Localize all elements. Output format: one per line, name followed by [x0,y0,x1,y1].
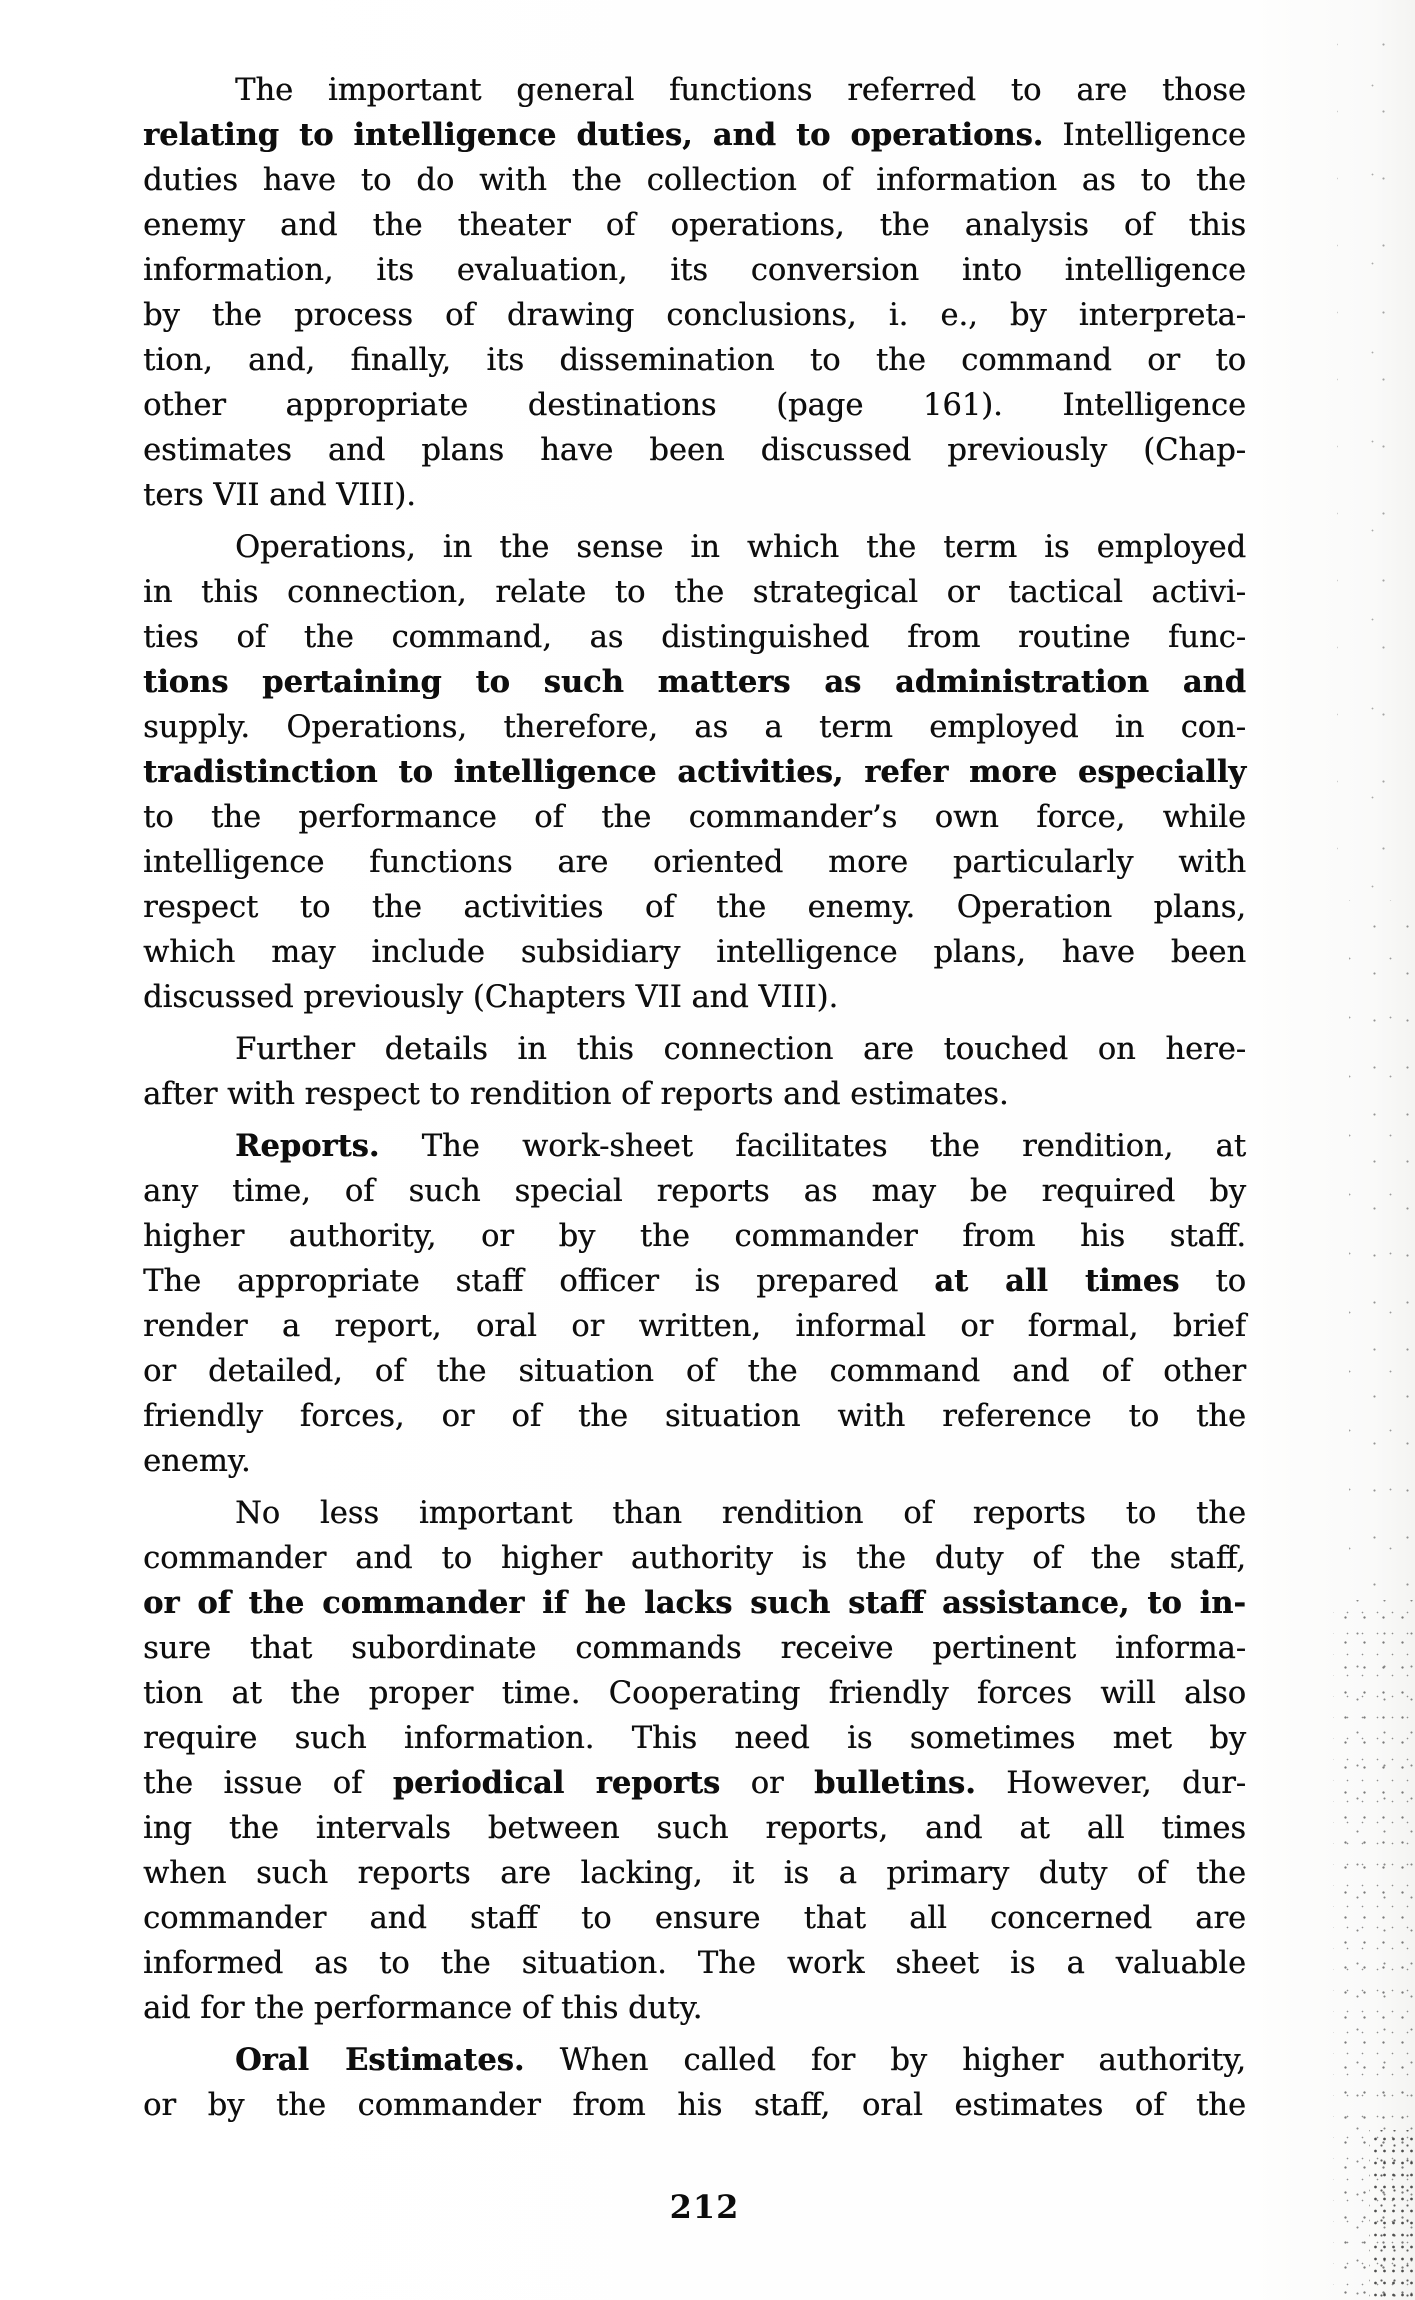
text-line [143,2083,1246,2128]
text-line [143,248,1246,293]
scan-noise-middle [1349,900,1415,1600]
text-line [143,1304,1246,1349]
text-line [143,660,1246,705]
text-segment: discussed previously (Chapters VII and VIII). [143,980,839,1015]
text-segment: However, dur- [975,1766,1246,1801]
text-line [143,795,1246,840]
text-line [143,338,1246,383]
text-line [143,428,1246,473]
bold-text-segment: at all times [934,1263,1180,1299]
text-segment: aid for the performance of this duty. [143,1991,703,2026]
text-segment: require such information. This need is sometimes met by [143,1721,1246,1756]
paragraph [143,68,1246,518]
text-segment: enemy. [143,1444,251,1479]
paragraph [143,525,1246,1020]
text-line [143,473,1246,518]
text-line [143,293,1246,338]
text-line [143,1124,1246,1169]
text-segment: supply. Operations, therefore, as a term employed in con- [143,710,1246,745]
scan-noise-corner [1369,2130,1415,2300]
text-segment: other appropriate destinations (page 161). Intelligence [143,388,1246,423]
text-segment: The appropriate staff officer is prepared [143,1264,935,1299]
text-segment: intelligence functions are oriented more particularly with [143,845,1246,880]
text-segment: or by the commander from his staff, oral estimates of the [143,2088,1246,2123]
paragraph [143,1027,1246,1117]
text-line [143,1671,1246,1716]
text-line [143,1941,1246,1986]
text-line [143,975,1246,1020]
text-line [143,1394,1246,1439]
paragraph [143,1124,1246,1484]
text-segment: after with respect to rendition of reports and estimates. [143,1077,1009,1112]
text-line [143,1986,1246,2031]
text-segment: respect to the activities of the enemy. Operation plans, [143,890,1246,925]
text-segment: any time, of such special reports as may be required by [143,1174,1246,1209]
text-line [143,525,1246,570]
page-number: 212 [669,2188,740,2226]
text-line [143,1626,1246,1671]
bold-text-segment: Reports. [235,1128,380,1164]
text-segment: estimates and plans have been discussed previously (Chap- [143,433,1246,468]
scan-noise-top [1337,0,1415,900]
text-segment: commander and staff to ensure that all concerned are [143,1901,1246,1936]
text-segment: to the performance of the commander’s own force, while [143,800,1246,835]
bold-text-segment: or of the commander if he lacks such staff assistance, to in- [143,1585,1246,1621]
scan-noise-bottom [1333,1600,1415,2300]
bold-text-segment: periodical reports [392,1765,721,1801]
bold-text-segment: Oral Estimates. [235,2042,525,2078]
page-text [143,68,1246,2128]
text-segment: by the process of drawing conclusions, i. e., by interpreta- [143,298,1246,333]
text-segment: The work-sheet facilitates the rendition, at [379,1129,1246,1164]
text-line [143,615,1246,660]
text-segment: ing the intervals between such reports, and at all times [143,1811,1246,1846]
text-line [143,1214,1246,1259]
text-segment: friendly forces, or of the situation with reference to the [143,1399,1246,1434]
text-segment: tion, and, finally, its dissemination to the command or to [143,343,1246,378]
text-segment: render a report, oral or written, informal or formal, brief [143,1309,1246,1344]
text-line [143,705,1246,750]
text-segment: which may include subsidiary intelligence plans, have been [143,935,1246,970]
text-segment: or [720,1766,814,1801]
text-line [143,1716,1246,1761]
text-segment: commander and to higher authority is the duty of the staff, [143,1541,1246,1576]
text-segment: duties have to do with the collection of information as to the [143,163,1246,198]
text-segment: informed as to the situation. The work sheet is a valuable [143,1946,1246,1981]
text-line [143,840,1246,885]
text-line [143,930,1246,975]
text-line [143,1581,1246,1626]
text-line [143,1072,1246,1117]
bold-text-segment: bulletins. [814,1765,976,1801]
text-line [143,570,1246,615]
bold-text-segment: relating to intelligence duties, and to operations. [143,117,1044,153]
text-line [143,1169,1246,1214]
text-line [143,2038,1246,2083]
text-segment: Operations, in the sense in which the term is employed [235,530,1246,565]
text-segment: enemy and the theater of operations, the analysis of this [143,208,1246,243]
text-line [143,68,1246,113]
text-segment: higher authority, or by the commander from his staff. [143,1219,1246,1254]
text-segment: information, its evaluation, its conversion into intelligence [143,253,1246,288]
text-line [143,1851,1246,1896]
text-line [143,1761,1246,1806]
text-line [143,1806,1246,1851]
text-line [143,113,1246,158]
text-line [143,885,1246,930]
text-segment: or detailed, of the situation of the command and of other [143,1354,1246,1389]
text-line [143,750,1246,795]
bold-text-segment: tradistinction to intelligence activities, refer more especially [143,754,1246,790]
text-segment: No less important than rendition of reports to the [235,1496,1246,1531]
text-line [143,1439,1246,1484]
text-line [143,1896,1246,1941]
text-line [143,383,1246,428]
text-line [143,1259,1246,1304]
text-line [143,158,1246,203]
text-line [143,1536,1246,1581]
text-segment: ters VII and VIII). [143,478,416,513]
text-line [143,1349,1246,1394]
text-segment: the issue of [143,1766,393,1801]
text-line [143,1491,1246,1536]
paragraph [143,1491,1246,2031]
paragraph [143,2038,1246,2128]
text-segment: The important general functions referred to are those [235,73,1246,108]
text-segment: sure that subordinate commands receive pertinent informa- [143,1631,1246,1666]
text-segment: in this connection, relate to the strategical or tactical activi- [143,575,1246,610]
text-segment: tion at the proper time. Cooperating friendly forces will also [143,1676,1246,1711]
bold-text-segment: tions pertaining to such matters as administration and [143,664,1246,700]
text-segment: Further details in this connection are touched on here- [235,1032,1246,1067]
text-segment: to [1179,1264,1246,1299]
text-line [143,203,1246,248]
text-segment: ties of the command, as distinguished from routine func- [143,620,1246,655]
text-segment: when such reports are lacking, it is a primary duty of the [143,1856,1246,1891]
text-segment: Intelligence [1043,118,1246,153]
text-segment: When called for by higher authority, [524,2043,1246,2078]
text-line [143,1027,1246,1072]
